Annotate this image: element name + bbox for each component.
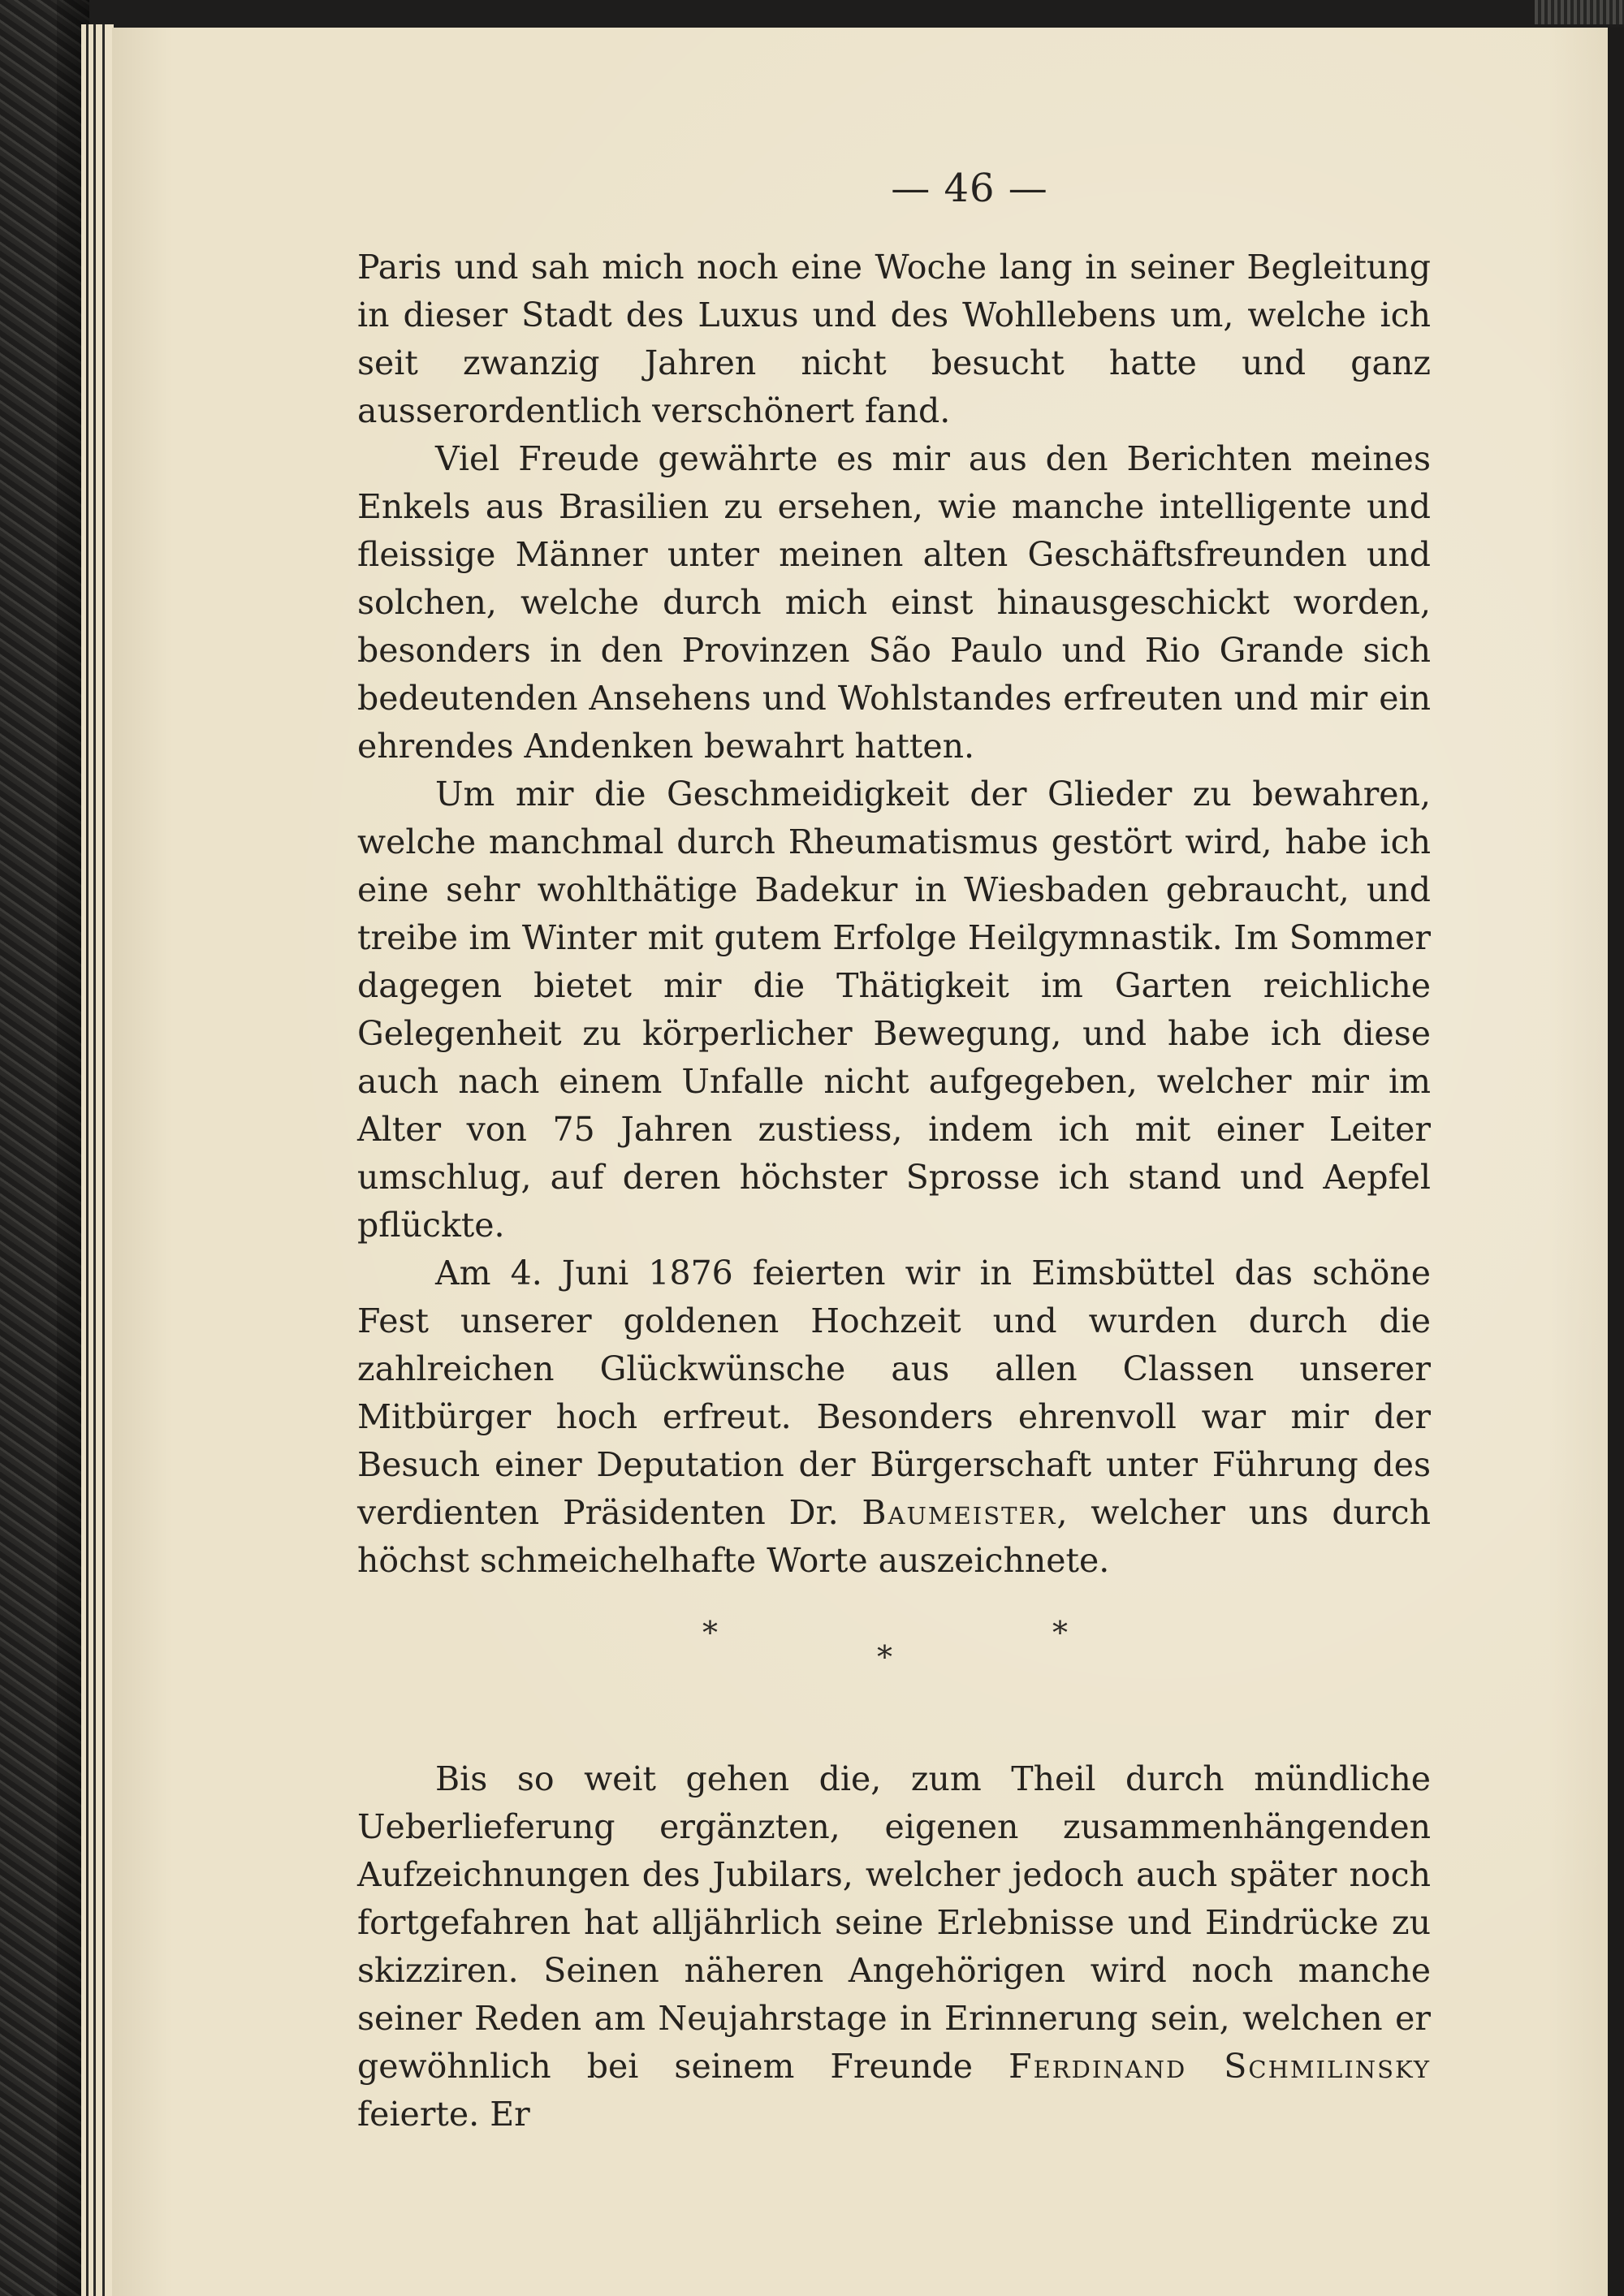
asterism-star-right: * [1052, 1615, 1068, 1651]
paragraph-4-start: Am 4. Juni 1876 feierten wir in Eimsbüttel das schöne Fest unserer goldenen Hochzeit und wurden durch die zahlreichen Glückwünsche aus allen Classen unserer Mitbürger hoch erfreut. Besonders ehrenvoll war mir der Besuch einer Deputation der Bürgerschaft unter Führung des verdienten Präsidenten Dr. [357, 1254, 1431, 1532]
page-number: — 46 — [891, 166, 1048, 211]
asterism-star-left: * [702, 1615, 718, 1651]
paragraph-5-end: feierte. Er [357, 2095, 530, 2134]
paragraph-3: Um mir die Geschmeidigkeit der Glieder zu bewahren, welche manchmal durch Rheumatismus gestört wird, habe ich eine sehr wohlthätige Badekur in Wiesbaden gebraucht, und treibe im Winter mit gutem Erfolge Heilgymnastik. Im Sommer dagegen bietet mir die Thätigkeit im Garten reichliche Gelegenheit zu körperlicher Bewegung, und habe ich diese auch nach einem Unfalle nicht aufgegeben, welcher mir im Alter von 75 Jahren zustiess, indem ich mit einer Leiter umschlug, auf deren höchster Sprosse ich stand und Aepfel pflückte. [357, 775, 1431, 1245]
book-binding [0, 0, 89, 2296]
text-body [357, 244, 1431, 2138]
paragraph-4-end: , welcher uns durch höchst schmeichelhafte Worte auszeichnete. [357, 1493, 1431, 1580]
paragraph-5-start: Bis so weit gehen die, zum Theil durch mündliche Ueberlieferung ergänzten, eigenen zusammenhängenden Aufzeichnungen des Jubilars, welcher jedoch auch später noch fortgefahren hat alljährlich seine Erlebnisse und Eindrücke zu skizziren. Seinen näheren Angehörigen wird noch manche seiner Reden am Neujahrstage in Erinnerung sein, welchen er gewöhnlich bei seinem Freunde [357, 1759, 1431, 2086]
corner-texture [1535, 0, 1624, 24]
paragraph-5 [357, 1755, 1431, 2138]
top-edge-shadow [89, 0, 1624, 28]
asterism-divider [357, 1585, 1431, 1755]
asterism-star-center: * [877, 1639, 892, 1675]
paragraph-2: Viel Freude gewährte es mir aus den Berichten meines Enkels aus Brasilien zu ersehen, wie manche intelligente und fleissige Männer unter meinen alten Geschäftsfreunden und solchen, welche durch mich einst hinausgeschickt worden, besonders in den Provinzen São Paulo und Rio Grande sich bedeutenden Ansehens und Wohlstandes erfreuten und mir ein ehrendes Andenken bewahrt hatten. [357, 439, 1431, 766]
paragraph-4 [357, 1249, 1431, 1585]
name-schmilinsky: Ferdinand Schmilinsky [1009, 2047, 1431, 2086]
page-edges [81, 24, 114, 2296]
name-baumeister: Baumeister [862, 1493, 1057, 1532]
paragraph-1: Paris und sah mich noch eine Woche lang in seiner Begleitung in dieser Stadt des Luxus und des Wohllebens um, welche ich seit zwanzig Jahren nicht besucht hatte und ganz ausserordentlich verschönert fand. [357, 248, 1431, 430]
